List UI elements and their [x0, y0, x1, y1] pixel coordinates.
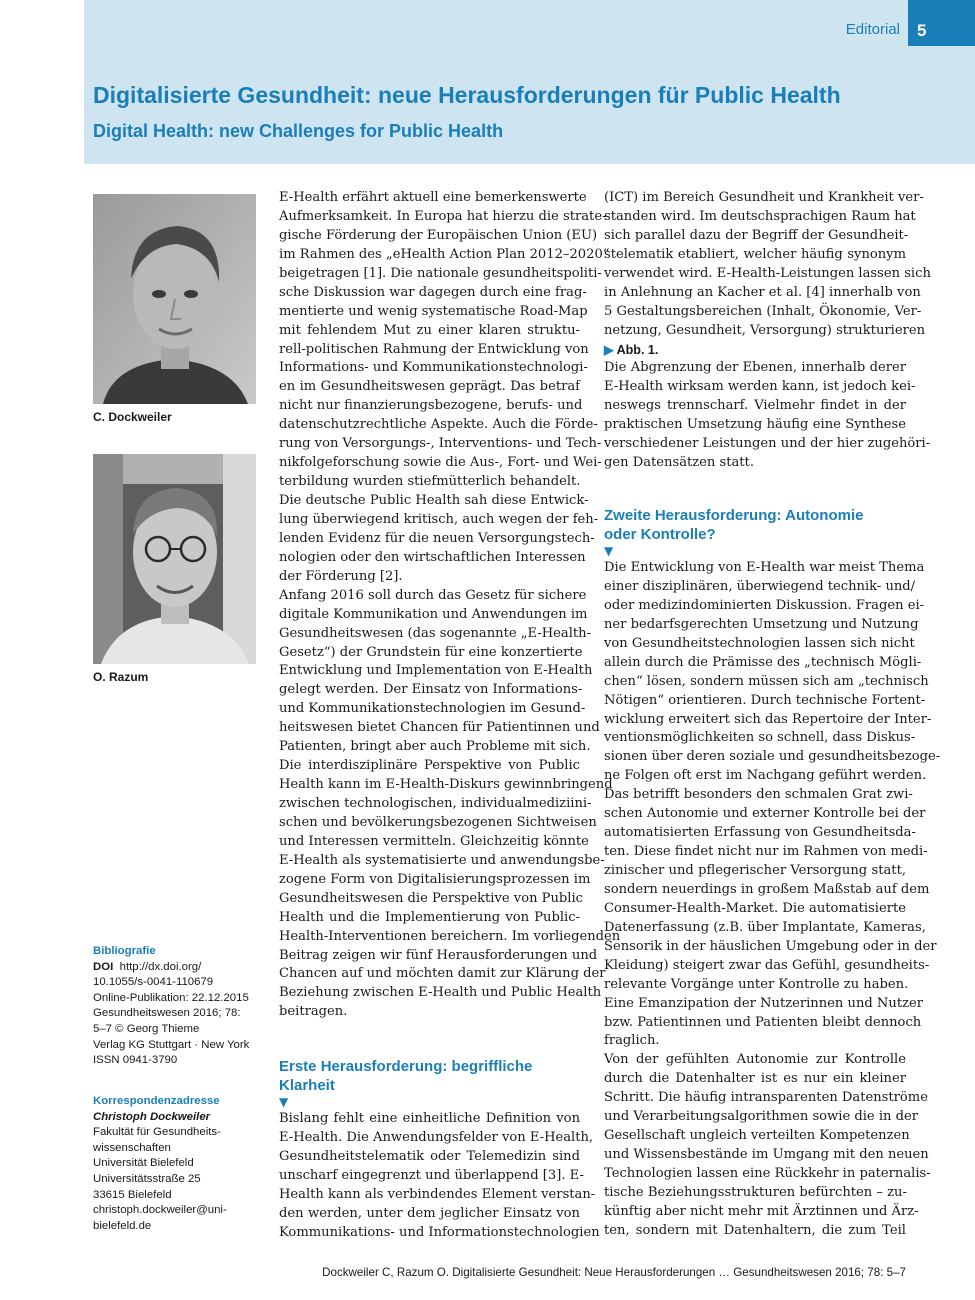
- figure-reference[interactable]: [604, 341, 906, 360]
- text-line: von Gesundheitstechnologien lassen sich nicht: [604, 635, 915, 651]
- correspondence-box: [93, 1094, 263, 1234]
- text-line: durch die Datenhalter ist es nur ein kleiner: [604, 1071, 906, 1087]
- text-line: bzw. Patientinnen und Patienten bleibt dennoch: [604, 1014, 922, 1030]
- text-line: ten. Diese findet nicht nur im Rahmen von medi-: [604, 844, 928, 860]
- text-line: Die deutsche Public Health sah diese Entwick-: [279, 493, 589, 508]
- text-line: zogene Form von Digitalisierungsprozessen im: [279, 871, 591, 887]
- text-line: nologien oder den wirtschaftlichen Interessen: [279, 549, 586, 565]
- text-line: Die interdisziplinäre Perspektive von Public: [279, 758, 580, 774]
- text-line: E-Health erfährt aktuell eine bemerkenswerte: [279, 190, 587, 205]
- article-title-german: Digitalisierte Gesundheit: neue Herausforderungen für Public Health: [93, 82, 841, 108]
- text-line: verschiedener Leistungen und der hier zugehöri-: [604, 436, 931, 452]
- text-line: automatisierten Erfassung von Gesundheitsda-: [604, 825, 916, 841]
- text-line: Consumer-Health-Market. Die automatisierte: [604, 900, 906, 916]
- correspondence-heading: Korrespondenzadresse: [93, 1095, 220, 1107]
- text-line: Informations- und Kommunikationstechnologi-: [279, 360, 588, 376]
- text-line: und Wissensbestände im Umgang mit den neuen: [604, 1147, 929, 1163]
- heading-second-challenge: [604, 506, 906, 544]
- text-line: oder medizindominierten Diskussion. Fragen ei-: [604, 597, 925, 613]
- address-line: Fakultät für Gesundheits-: [93, 1126, 221, 1139]
- bibliography-line[interactable]: 10.1055/s-0041-110679: [93, 976, 214, 989]
- text-line: E-Health wirksam werden kann, ist jedoch kei-: [604, 379, 916, 395]
- heading-first-challenge: [279, 1057, 580, 1095]
- text-line: Gesetz“) der Grundstein für eine konzertierte: [279, 644, 583, 660]
- text-line: und Verarbeitungsalgorithmen sowie die in der: [604, 1109, 919, 1125]
- text-line: E-Health. Die Anwendungsfelder von E-Health,: [279, 1130, 594, 1146]
- article-title-english: Digital Health: new Challenges for Public Health: [93, 121, 504, 141]
- page-number: 5: [908, 0, 975, 46]
- text-column-2: [604, 189, 941, 1241]
- text-line: Technologien lassen eine Rückkehr in paternalis-: [604, 1166, 931, 1181]
- address-line: 33615 Bielefeld: [93, 1188, 172, 1201]
- text-line: gen Datensätzen statt.: [604, 455, 754, 471]
- text-line: ten, sondern mit Datenhaltern, die zum Teil: [604, 1222, 906, 1238]
- text-line: Anfang 2016 soll durch das Gesetz für sichere: [279, 587, 587, 603]
- text-line: ne Folgen oft erst im Nachgang geführt werden.: [604, 768, 927, 784]
- text-line: Nötigen“ orientieren. Durch technische Fortent-: [604, 692, 926, 708]
- text-line: tische Beziehungsstrukturen befürchten – zu-: [604, 1184, 907, 1200]
- text-line: Sensorik in der häuslichen Umgebung oder in der: [604, 938, 937, 954]
- text-line: rung von Versorgungs-, Interventions- und Tech-: [279, 436, 602, 452]
- heading-line: Erste Herausforderung: begriffliche: [279, 1058, 533, 1076]
- text-line: künftig aber nicht mehr mit Ärztinnen und Ärz-: [604, 1203, 919, 1219]
- text-line: datenschutzrechtliche Aspekte. Auch die Förde-: [279, 417, 598, 433]
- text-line: Datenerfassung (z.B. über Implantate, Kameras,: [604, 919, 926, 935]
- address-line: Universität Bielefeld: [93, 1157, 194, 1170]
- text-line: Health und die Implementierung von Public-: [279, 909, 580, 925]
- text-line: Gesellschaft ungleich verteilten Kompetenzen: [604, 1128, 910, 1144]
- paragraph-autonomy: [604, 559, 941, 1051]
- text-line: Beitrag zeigen wir fünf Herausforderungen und: [279, 947, 598, 963]
- text-line: Von der gefühlten Autonomie zur Kontrolle: [604, 1052, 906, 1068]
- text-line: zwischen technologischen, individualmediziini-: [279, 796, 592, 811]
- text-line: mit fehlendem Mut zu einer klaren struktu-: [279, 322, 580, 338]
- text-line: Health-Interventionen bereichern. Im vorliegenden: [279, 928, 621, 944]
- text-line: Eine Emanzipation der Nutzerinnen und Nutzer: [604, 995, 923, 1011]
- text-line: (ICT) im Bereich Gesundheit und Krankheit ver-: [604, 190, 924, 205]
- text-line: mentierte und wenig systematische Road-Map: [279, 303, 588, 319]
- text-line: standen wird. Im deutschsprachigen Raum hat: [604, 208, 916, 224]
- heading-line: oder Kontrolle?: [604, 526, 716, 543]
- text-line: schen Autonomie und externer Kontrolle bei der: [604, 806, 926, 822]
- text-line: beitragen.: [279, 1004, 348, 1020]
- text-line: den werden, unter dem jeglicher Einsatz von: [279, 1205, 580, 1221]
- text-line: ventionsmöglichkeiten so schnell, dass Diskus-: [604, 730, 916, 746]
- email-link[interactable]: christoph.dockweiler@uni-: [93, 1204, 227, 1217]
- author-caption-dockweiler: C. Dockweiler: [93, 410, 172, 424]
- text-line: und Kommunikationstechnologien im Gesund-: [279, 701, 586, 717]
- correspondence-name: Christoph Dockweiler: [93, 1110, 211, 1123]
- text-line: nikfolgeforschung sowie die Aus-, Fort- und Wei-: [279, 455, 602, 471]
- text-line: verwendet wird. E-Health-Leistungen lassen sich: [604, 265, 931, 281]
- paragraph-definition: [279, 1110, 600, 1243]
- text-line: Beziehung zwischen E-Health und Public Health: [279, 985, 602, 1001]
- text-line: praktischen Umsetzung häufig eine Synthese: [604, 417, 906, 433]
- text-line: Die Abgrenzung der Ebenen, innerhalb derer: [604, 360, 906, 376]
- text-line: unscharf eingegrenzt und überlappend [3]. E-: [279, 1168, 584, 1183]
- text-line: Kommunikations- und Informationstechnologien: [279, 1224, 600, 1240]
- text-line: neswegs trennscharf. Vielmehr findet in der: [604, 398, 906, 414]
- paragraph-levels: [604, 359, 931, 473]
- text-line: einer disziplinären, überwiegend technik- und/: [604, 578, 916, 594]
- bibliography-line: Online-Publikation: 22.12.2015: [93, 991, 249, 1004]
- text-line: zinischer und pflegerischer Versorgung statt,: [604, 863, 906, 878]
- page-footer-citation: Dockweiler C, Razum O. Digitalisierte Gesundheit: Neue Herausforderungen … Gesundheitswesen 2016; 78: 5–7: [322, 1266, 906, 1279]
- text-line: terbildung wurden stiefmütterlich behandelt.: [279, 474, 581, 490]
- text-line: lenden Evidenz für die neuen Versorgungstech-: [279, 530, 595, 546]
- text-line: im Rahmen des „eHealth Action Plan 2012–2020“: [279, 246, 610, 262]
- text-line: sondern neuerdings in großem Maßstab auf dem: [604, 881, 930, 897]
- author-photo-razum: [93, 454, 256, 664]
- text-line: heitswesen bietet Chancen für Patientinnen und: [279, 720, 600, 736]
- text-line: E-Health als systematisierte und anwendungsbe-: [279, 852, 605, 868]
- text-line: Das betrifft besonders den schmalen Grat zwi-: [604, 787, 913, 803]
- heading-line: Klarheit: [279, 1077, 335, 1095]
- text-column-1: [279, 189, 621, 1243]
- text-line: Entwicklung und Implementation von E-Health: [279, 663, 593, 679]
- text-line: stelematik etabliert, welcher häufig synonym: [604, 246, 906, 262]
- bibliography-line: Verlag KG Stuttgart · New York: [93, 1038, 250, 1051]
- text-line: sche Diskussion war dagegen durch eine frag-: [279, 284, 587, 300]
- paragraph-ehealth-law: [279, 587, 621, 1023]
- text-line: Kleidung) steigert zwar das Gefühl, gesundheits-: [604, 957, 930, 973]
- text-line: Gesundheitswesen die Perspektive von Public: [279, 890, 584, 906]
- text-line: sionen über deren soziale und gesundheitsbezoge-: [604, 749, 941, 765]
- text-line: relevante Vorgänge unter Kontrolle zu haben.: [604, 976, 909, 992]
- email-link-cont[interactable]: bielefeld.de: [93, 1219, 152, 1232]
- text-line: 5 Gestaltungsbereichen (Inhalt, Ökonomie, Ver-: [604, 303, 922, 319]
- text-line: Die Entwicklung von E-Health war meist Thema: [604, 560, 925, 575]
- doi-label: DOI: [93, 960, 114, 973]
- section-label: Editorial: [845, 21, 900, 38]
- text-line: gelegt werden. Der Einsatz von Informations-: [279, 682, 583, 698]
- text-line: der Förderung [2].: [279, 568, 403, 584]
- bibliography-box: [93, 944, 263, 1069]
- text-line: Schritt. Die häufig intransparenten Datenströme: [604, 1090, 928, 1106]
- text-line: und Interessen vermitteln. Gleichzeitig könnte: [279, 833, 589, 849]
- triangle-down-icon: ▼: [604, 544, 614, 558]
- text-line: in Anlehnung an Kacher et al. [4] innerhalb von: [604, 284, 921, 300]
- text-line: Health kann als verbindendes Element verstan-: [279, 1186, 596, 1202]
- text-line: schen und bevölkerungsbezogenen Sichtweisen: [279, 814, 597, 830]
- text-line: Aufmerksamkeit. In Europa hat hierzu die strate-: [279, 208, 607, 224]
- paragraph-ict: [604, 189, 931, 341]
- heading-line: Zweite Herausforderung: Autonomie: [604, 507, 864, 524]
- text-line: lung überwiegend kritisch, auch wegen der feh-: [279, 511, 599, 527]
- author-caption-razum: O. Razum: [93, 670, 149, 684]
- text-line: gische Förderung der Europäischen Union (EU): [279, 227, 598, 243]
- text-line: Chancen auf und möchten damit zur Klärung der: [279, 966, 606, 982]
- text-line: digitale Kommunikation und Anwendungen im: [279, 606, 588, 622]
- triangle-down-icon: ▼: [279, 1095, 289, 1110]
- text-line: Health kann im E-Health-Diskurs gewinnbringend: [279, 777, 613, 793]
- text-line: Bislang fehlt eine einheitliche Definition von: [279, 1111, 580, 1127]
- bibliography-heading: Bibliografie: [93, 945, 156, 957]
- text-line: rell-politischen Rahmung der Entwicklung von: [279, 341, 589, 357]
- bibliography-line: Gesundheitswesen 2016; 78:: [93, 1007, 241, 1020]
- paragraph-control: [604, 1051, 931, 1240]
- author-photo-dockweiler: [93, 194, 256, 404]
- text-line: en im Gesundheitswesen geprägt. Das betraf: [279, 379, 580, 395]
- bibliography-line: ISSN 0941-3790: [93, 1054, 178, 1067]
- text-line: sich parallel dazu der Begriff der Gesundheit-: [604, 227, 909, 243]
- address-line: Universitätsstraße 25: [93, 1172, 201, 1185]
- text-line: chen“ lösen, sondern müssen sich am „technisch: [604, 673, 929, 689]
- text-line: nicht nur finanzierungsbezogene, berufs- und: [279, 398, 583, 414]
- text-line: netzung, Gesundheit, Versorgung) strukturieren: [604, 322, 926, 338]
- text-line: allein durch die Prämisse des „technisch Mögli-: [604, 654, 922, 670]
- doi-link[interactable]: http://dx.doi.org/: [119, 960, 202, 973]
- text-line: wicklung erweitert sich das Repertoire der Inter-: [604, 711, 932, 727]
- text-line: Patienten, bringt aber auch Probleme mit sich.: [279, 739, 591, 755]
- paragraph-intro: [279, 189, 610, 587]
- arrow-right-icon: ▶: [604, 342, 614, 357]
- address-line: wissenschaften: [93, 1141, 171, 1154]
- text-line: ner bedarfsgerechten Umsetzung und Nutzung: [604, 616, 919, 632]
- text-line: beigetragen [1]. Die nationale gesundheitspoliti-: [279, 265, 602, 281]
- text-line: fraglich.: [604, 1033, 660, 1049]
- bibliography-line: 5–7 © Georg Thieme: [93, 1022, 200, 1035]
- text-line: Gesundheitswesen (das sogenannte „E-Health-: [279, 625, 592, 641]
- figure-link[interactable]: Abb. 1.: [616, 342, 659, 357]
- text-line: Gesundheitstelematik oder Telemedizin sind: [279, 1149, 580, 1165]
